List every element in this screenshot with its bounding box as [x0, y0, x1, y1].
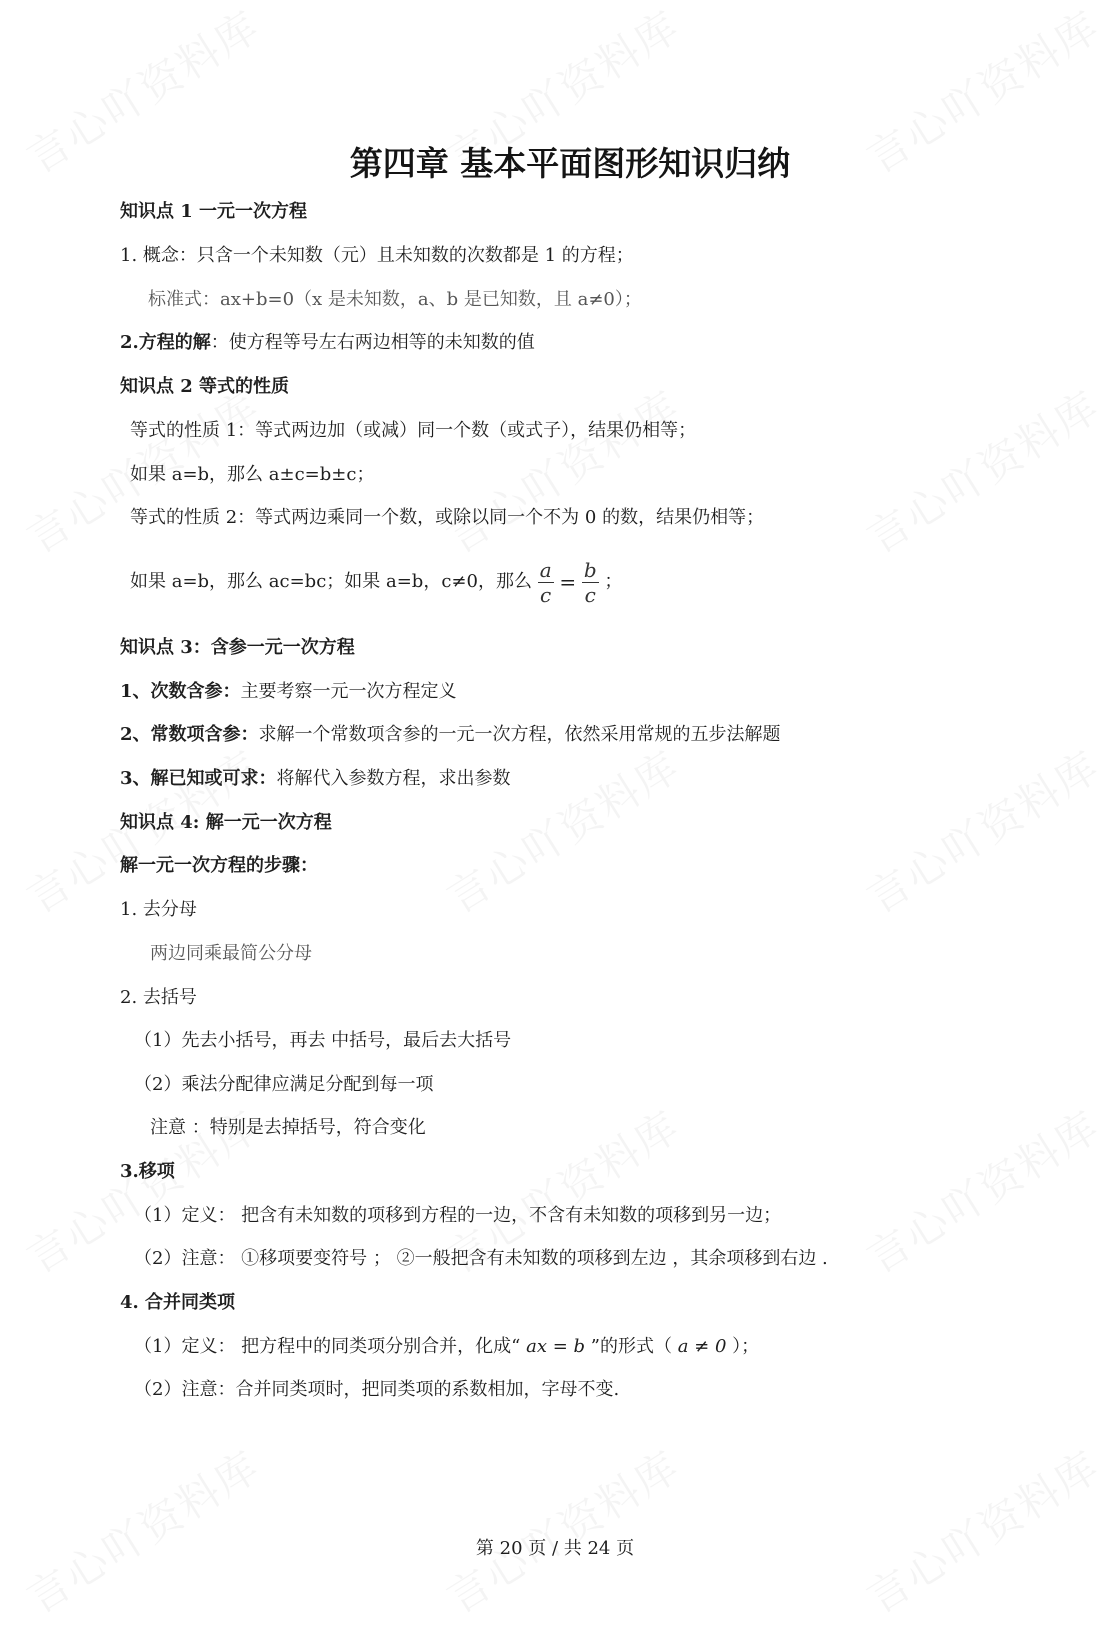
equals-sign: =	[559, 570, 577, 594]
step-4-item-1-pre: （1）定义： 把方程中的同类项分别合并，化成“	[134, 1336, 527, 1357]
kp3-item-3	[120, 767, 511, 791]
kp3-item-3-text: 将解代入参数方程，求出参数	[276, 768, 511, 789]
kp3-item-3-label: 3、解已知或可求：	[120, 768, 277, 789]
kp3-item-1-text: 主要考察一元一次方程定义	[240, 681, 457, 702]
watermark	[854, 375, 1110, 566]
step-1-heading: 1. 去分母	[120, 899, 197, 920]
kp3-item-1	[120, 680, 457, 704]
watermark	[14, 1435, 270, 1625]
step-4-item-2: （2）注意：合并同类项时，把同类项的系数相加，字母不变.	[134, 1379, 620, 1400]
fraction-a-over-c	[538, 558, 554, 607]
concept-line	[120, 244, 634, 268]
solution-line	[120, 331, 535, 355]
formula-a-neq-0: a ≠ 0	[677, 1336, 727, 1357]
step-2-note: 注意 ：特别是去掉括号，符合变化	[150, 1117, 426, 1138]
watermark	[854, 1435, 1110, 1625]
kp3-item-2-label: 2、常数项含参：	[120, 724, 259, 745]
kp3-item-2	[120, 723, 781, 747]
steps-heading: 解一元一次方程的步骤：	[120, 855, 318, 876]
step-1-desc: 两边同乘最简公分母	[150, 943, 312, 964]
step-3-heading: 3.移项	[120, 1161, 175, 1182]
watermark	[434, 735, 690, 926]
watermark	[854, 735, 1110, 926]
page-title: 第四章 基本平面图形知识归纳	[349, 144, 791, 183]
solution-label: 2.方程的解	[120, 332, 211, 353]
section-heading-kp2: 知识点 2 等式的性质	[120, 376, 290, 397]
page-footer: 第 20 页 / 共 24 页	[475, 1538, 635, 1559]
watermark	[434, 1435, 690, 1625]
step-2-item-2: （2）乘法分配律应满足分配到每一项	[134, 1074, 434, 1095]
watermark	[434, 375, 690, 566]
property-2-example-text: 如果 a=b，那么 ac=bc；如果 a=b，c≠0，那么	[130, 571, 532, 592]
step-3-item-2: （2）注意： ①移项要变符号 ； ②一般把含有未知数的项移到左边 ，其余项移到右边 .	[134, 1248, 828, 1269]
property-2-end: ；	[604, 571, 623, 592]
formula-ax-eq-b: ax = b	[526, 1336, 586, 1357]
solution-text: ：使方程等号左右两边相等的未知数的值	[210, 332, 535, 353]
property-1-line: 等式的性质 1：等式两边加（或减）同一个数（或式子），结果仍相等；	[130, 420, 697, 441]
kp3-item-2-text: 求解一个常数项含参的一元一次方程，依然采用常规的五步法解题	[258, 724, 781, 745]
step-3-item-1: （1）定义： 把含有未知数的项移到方程的一边，不含有未知数的项移到另一边；	[134, 1205, 782, 1226]
property-2-line: 等式的性质 2：等式两边乘同一个数，或除以同一个不为 0 的数，结果仍相等；	[130, 507, 765, 528]
denominator-c: c	[584, 582, 596, 607]
step-4-item-1-mid: ”的形式（	[585, 1336, 678, 1357]
step-4-item-1-end: ）；	[726, 1336, 760, 1357]
property-1-example: 如果 a=b，那么 a±c=b±c；	[130, 464, 375, 485]
step-2-heading: 2. 去括号	[120, 987, 197, 1008]
denominator-c: c	[540, 582, 552, 607]
watermark	[854, 1095, 1110, 1286]
kp3-item-1-label: 1、次数含参：	[120, 681, 241, 702]
section-heading-kp1: 知识点 1 一元一次方程	[120, 201, 308, 222]
fraction-b-over-c	[582, 558, 599, 607]
step-2-item-1: （1）先去小括号，再去 中括号，最后去大括号	[134, 1030, 512, 1051]
section-heading-kp4: 知识点 4: 解一元一次方程	[120, 812, 332, 833]
concept-label: 1. 概念：	[120, 245, 197, 266]
property-2-example	[130, 556, 622, 608]
numerator-b: b	[583, 557, 597, 582]
concept-text: 只含一个未知数（元）且未知数的次数都是 1 的方程；	[196, 245, 634, 266]
step-4-item-1	[134, 1335, 759, 1359]
section-heading-kp3: 知识点 3：含参一元一次方程	[120, 637, 355, 658]
standard-form-line: 标准式：ax+b=0（x 是未知数，a、b 是已知数，且 a≠0）；	[148, 289, 642, 310]
step-4-heading: 4. 合并同类项	[120, 1292, 236, 1313]
numerator-a: a	[539, 557, 552, 582]
